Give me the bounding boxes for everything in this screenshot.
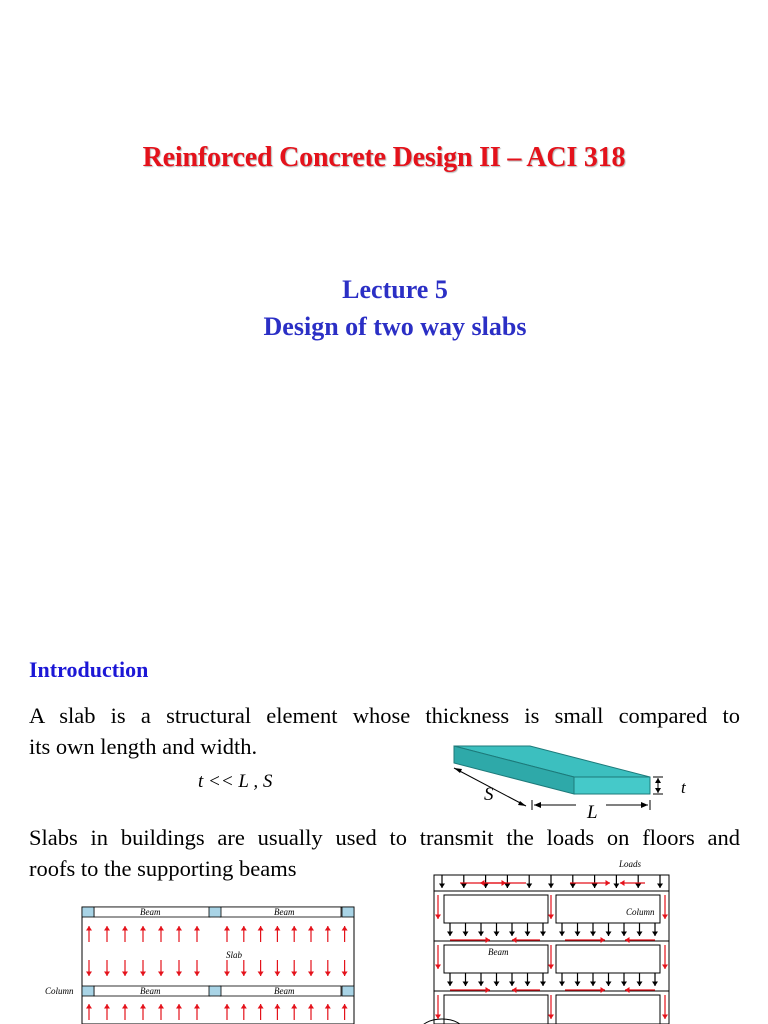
plan-outline [82, 907, 354, 1024]
thickness-formula: t << L , S [198, 771, 273, 792]
column-square [342, 986, 354, 996]
frame-elevation-figure [420, 855, 680, 1024]
s-arrowhead [518, 801, 526, 806]
paragraph-line: its own length and width. [29, 734, 258, 759]
page-title: Reinforced Concrete Design II – ACI 318 [142, 142, 626, 173]
column-square [82, 907, 94, 917]
s-label: S [484, 784, 494, 805]
beam-label: Beam [274, 907, 295, 917]
panel [444, 895, 548, 923]
panel [556, 995, 660, 1024]
l-arrowhead [534, 802, 541, 808]
paragraph-line: A slab is a structural element whose thickness is small compared to [29, 703, 740, 728]
paragraph-line: Slabs in buildings are usually used to transmit the loads on floors and [29, 825, 740, 850]
t-label: t [681, 778, 686, 797]
panel [444, 995, 548, 1024]
beam-label: Beam [140, 986, 161, 996]
panel [556, 945, 660, 973]
s-arrowhead [454, 768, 462, 773]
paragraph-line: roofs to the supporting beams [29, 856, 297, 881]
slab-front-face [574, 777, 650, 794]
beam-label: Beam [140, 907, 161, 917]
t-arrowhead [655, 788, 661, 793]
lecture-number: Lecture 5 [342, 275, 448, 304]
slab-figure [448, 738, 708, 822]
column-square [209, 907, 221, 917]
column-square [82, 986, 94, 996]
loads-label: Loads [619, 859, 642, 869]
beam-label: Beam [274, 986, 295, 996]
l-label: L [587, 802, 598, 822]
section-heading-introduction: Introduction [29, 657, 149, 682]
column-label: Column [626, 907, 655, 917]
column-square [342, 907, 354, 917]
l-arrowhead [641, 802, 648, 808]
t-arrowhead [655, 778, 661, 783]
lecture-topic: Design of two way slabs [263, 312, 527, 341]
column-label: Column [45, 986, 74, 996]
slab-label: Slab [226, 950, 243, 960]
beam-label: Beam [488, 947, 509, 957]
slab-plan-figure [40, 902, 360, 1024]
column-square [209, 986, 221, 996]
